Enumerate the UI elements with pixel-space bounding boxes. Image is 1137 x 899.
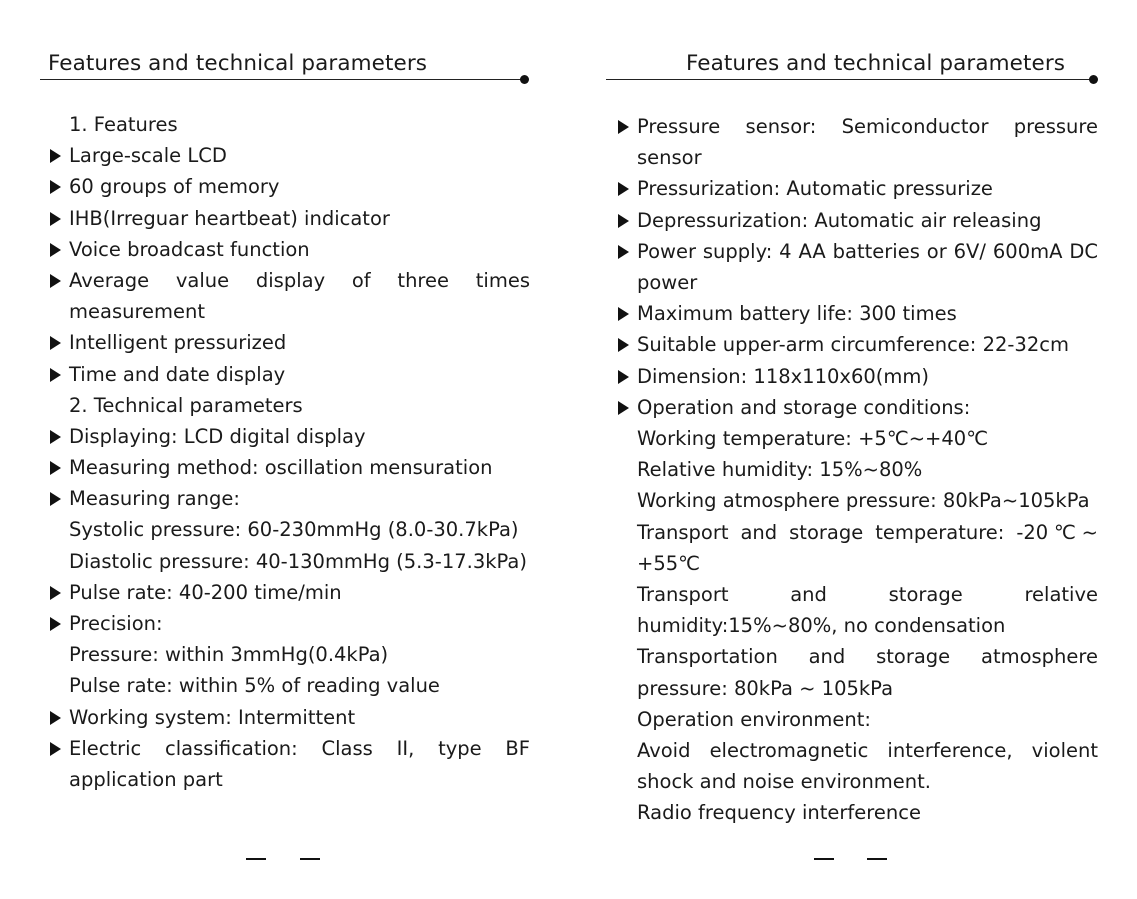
heading-rule-left <box>40 79 524 80</box>
bullet-arrow-icon <box>50 368 61 382</box>
list-item: Voice broadcast function <box>48 234 530 265</box>
list-item: Measuring method: oscillation mensuration <box>48 452 530 483</box>
bullet-arrow-icon <box>50 742 61 756</box>
right-content <box>616 111 1098 829</box>
section-title-technical: 2. Technical parameters <box>69 393 303 417</box>
heading-rule-dot-right <box>1089 75 1098 84</box>
page-number-mark <box>867 858 887 860</box>
bullet-arrow-icon <box>618 182 629 196</box>
sub-item: Transport and storage relative humidity:15%~80%, no condensation <box>637 582 1098 638</box>
list-item: Power supply: 4 AA batteries or 6V/ 600mA DC power <box>616 236 1098 298</box>
list-item: Intelligent pressurized <box>48 327 530 358</box>
bullet-arrow-icon <box>50 149 61 163</box>
sub-item: Systolic pressure: 60-230mmHg (8.0-30.7kPa) <box>69 518 519 542</box>
left-page <box>0 0 568 899</box>
list-item: Measuring range: <box>48 483 530 514</box>
bullet-arrow-icon <box>50 617 61 631</box>
bullet-arrow-icon <box>618 370 629 384</box>
bullet-arrow-icon <box>618 401 629 415</box>
list-item: Working system: Intermittent <box>48 702 530 733</box>
list-item: IHB(Irreguar heartbeat) indicator <box>48 203 530 234</box>
bullet-arrow-icon <box>50 586 61 600</box>
bullet-arrow-icon <box>618 307 629 321</box>
right-page <box>568 0 1137 899</box>
heading-rule-right <box>606 79 1094 80</box>
bullet-arrow-icon <box>50 180 61 194</box>
sub-item: Transport and storage temperature: -20℃~ +55℃ <box>637 520 1098 575</box>
page-number-mark <box>300 858 320 860</box>
sub-item: Working atmosphere pressure: 80kPa~105kPa <box>637 489 1090 513</box>
list-item: Displaying: LCD digital display <box>48 421 530 452</box>
sub-item: Operation environment: <box>637 707 871 731</box>
bullet-arrow-icon <box>50 243 61 257</box>
list-item: Precision: <box>48 608 530 639</box>
bullet-arrow-icon <box>50 461 61 475</box>
list-item: Suitable upper-arm circumference: 22-32cm <box>616 329 1098 360</box>
page-number-mark <box>814 858 834 860</box>
section-title-features: 1. Features <box>69 113 178 136</box>
bullet-arrow-icon <box>50 711 61 725</box>
bullet-arrow-icon <box>618 338 629 352</box>
list-item: Average value display of three times measurement <box>48 265 530 327</box>
bullet-arrow-icon <box>618 214 629 228</box>
sub-item: Pulse rate: within 5% of reading value <box>69 674 440 698</box>
bullet-arrow-icon <box>50 430 61 444</box>
list-item: Time and date display <box>48 359 530 390</box>
list-item: Operation and storage conditions: <box>616 392 1098 423</box>
list-item: Electric classification: Class II, type BF application part <box>48 733 530 795</box>
page-number-mark <box>246 858 266 860</box>
left-content <box>48 109 530 795</box>
bullet-arrow-icon <box>50 336 61 350</box>
heading-rule-dot-left <box>520 75 529 84</box>
sub-item: Relative humidity: 15%~80% <box>637 458 923 482</box>
page-heading-left: Features and technical parameters <box>48 51 428 76</box>
sub-item: Working temperature: +5℃~+40℃ <box>637 426 989 450</box>
list-item: 60 groups of memory <box>48 171 530 202</box>
sub-item: Transportation and storage atmosphere pressure: 80kPa ~ 105kPa <box>637 645 1098 700</box>
bullet-arrow-icon <box>50 212 61 226</box>
sub-item: Diastolic pressure: 40-130mmHg (5.3-17.3kPa) <box>69 549 527 573</box>
list-item: Pressure sensor: Semiconductor pressure sensor <box>616 111 1098 173</box>
sub-item: Radio frequency interference <box>637 801 921 825</box>
sub-item: Pressure: within 3mmHg(0.4kPa) <box>69 643 389 667</box>
list-item: Pressurization: Automatic pressurize <box>616 173 1098 204</box>
bullet-arrow-icon <box>618 245 629 259</box>
bullet-arrow-icon <box>50 492 61 506</box>
bullet-arrow-icon <box>50 274 61 288</box>
sub-item: Avoid electromagnetic interference, violent shock and noise environment. <box>637 738 1098 794</box>
list-item: Large-scale LCD <box>48 140 530 171</box>
list-item: Pulse rate: 40-200 time/min <box>48 577 530 608</box>
bullet-arrow-icon <box>618 120 629 134</box>
page-heading-right: Features and technical parameters <box>686 51 1066 76</box>
list-item: Dimension: 118x110x60(mm) <box>616 361 1098 392</box>
list-item: Maximum battery life: 300 times <box>616 298 1098 329</box>
list-item: Depressurization: Automatic air releasing <box>616 205 1098 236</box>
